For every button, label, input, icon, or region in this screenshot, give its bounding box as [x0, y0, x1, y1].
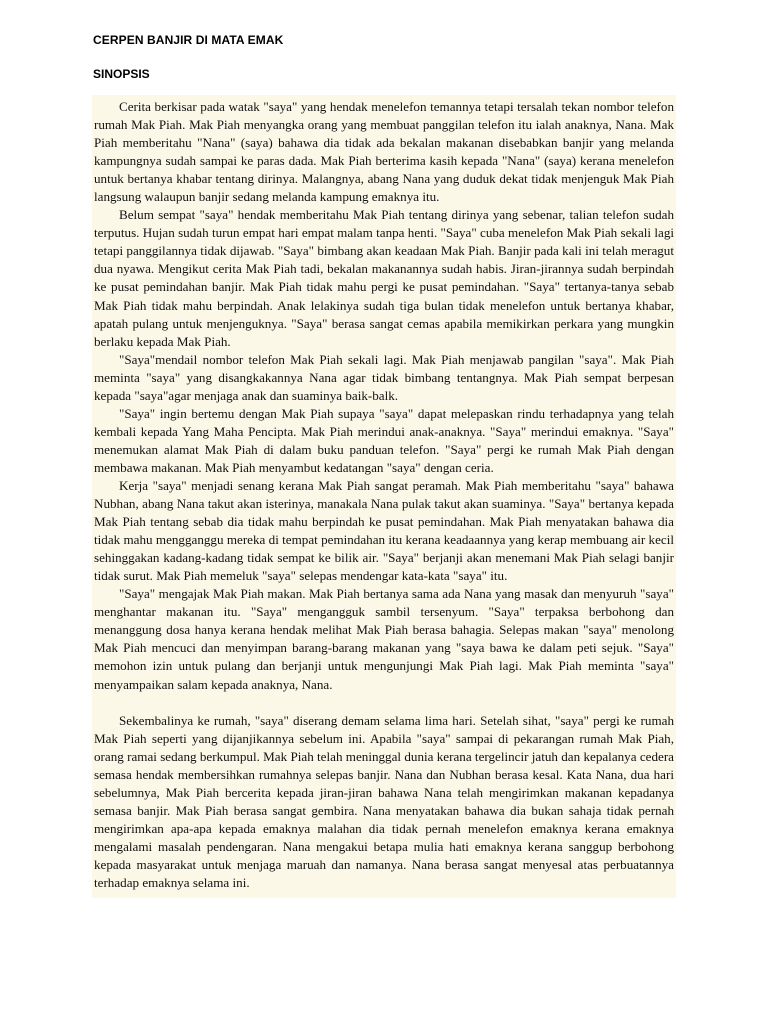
paragraph-2: Belum sempat "saya" hendak memberitahu Mak Piah tentang dirinya yang sebenar, talian telefon sudah terputus. Hujan sudah turun empat hari empat malam tanpa henti. "Saya" cuba menelefon Mak Piah sekali lagi tetapi panggilannya tidak dijawab. "Saya" bimbang akan keadaan Mak Piah. Banjir pada kali ini telah meragut dua nyawa. Mengikut cerita Mak Piah tadi, bekalan makanannya sudah habis. Jiran-jirannya sudah berpindah ke pusat pemindahan banjir. Mak Piah tidak mahu pergi ke pusat pemindahan. "Saya" tertanya-tanya sebab Mak Piah tidak mahu berpindah. Anak lelakinya sudah tiga bulan tidak menelefon untuk bertanya khabar, apatah pulang untuk menjenguknya. "Saya" berasa sangat cemas apabila memikirkan perkara yang mungkin berlaku kepada Mak Piah.	[94, 207, 674, 349]
section-heading: SINOPSIS	[93, 67, 150, 81]
paragraph-3: "Saya"mendail nombor telefon Mak Piah sekali lagi. Mak Piah menjawab pangilan "saya". Mak Piah meminta "saya" yang disangkakannya Nana agar tidak bimbang tentangnya. Mak Piah sempat berpesan kepada "saya"agar menjaga anak dan suaminya baik-balk.	[94, 351, 674, 403]
paragraph-7: Sekembalinya ke rumah, "saya" diserang demam selama lima hari. Setelah sihat, "saya" pergi ke rumah Mak Piah seperti yang dijanjikannya sebelum ini. Apabila "saya" sampai di pekarangan rumah Mak Piah, orang ramai sedang berkumpul. Mak Piah telah meninggal dunia kerana tergelincir jatuh dan kepalanya cedera semasa hendak membersihkan rumahnya selepas banjir. Nana dan Nubhan berasa kesal. Kata Nana, dua hari sebelumnya, Mak Piah bercerita kepada jiran-jiran bahawa Nana telah mengirimkan makanan kepadanya semasa banjir. Mak Piah berasa sangat gembira. Nana menyatakan bahawa dia bukan sahaja tidak pernah mengirimkan apa-apa kepada emaknya malahan dia tidak pernah menelefon emaknya kerana emaknya mengalami masalah pendengaran. Nana mengakui betapa mulia hati emaknya kerana sanggup berbohong kepada masyarakat untuk menjaga maruah dan namanya. Nana berasa sangat menyesal atas perbuatannya terhadap emaknya selama ini.	[94, 712, 674, 890]
paragraph-4: "Saya" ingin bertemu dengan Mak Piah supaya "saya" dapat melepaskan rindu terhadapnya yang telah kembali kepada Yang Maha Pencipta. Mak Piah merindui anak-anaknya. "Saya" merindui emaknya. "Saya" menemukan alamat Mak Piah di dalam buku panduan telefon. "Saya" pergi ke rumah Mak Piah dengan membawa makanan. Mak Piah menyambut kedatangan "saya" dengan ceria.	[94, 405, 674, 475]
paragraph-6: "Saya" mengajak Mak Piah makan. Mak Piah bertanya sama ada Nana yang masak dan menyuruh "saya" menghantar makanan itu. "Saya" mengangguk sambil tersenyum. "Saya" terpaksa berbohong dan menanggung dosa hanya kerana hendak melihat Mak Piah berasa bahagia. Selepas makan "saya" menolong Mak Piah mencuci dan menyimpan barang-barang makanan yang "saya bawa ke dalam peti sejuk. "Saya" memohon izin untuk pulang dan berjanji untuk mengunjungi Mak Piah lagi. Mak Piah meminta "saya" menyampaikan salam kepada anaknya, Nana.	[94, 586, 674, 692]
paragraph-1: Cerita berkisar pada watak "saya" yang hendak menelefon temannya tetapi tersalah tekan nombor telefon rumah Mak Piah. Mak Piah menyangka orang yang membuat panggilan telefon itu ialah anaknya, Nana. Mak Piah memberitahu "Nana" (saya) bahawa dia tidak ada bekalan makanan disebabkan banjir yang melanda kampungnya sudah sampai ke paras dada. Mak Piah berterima kasih kepada "Nana" (saya) kerana menelefon untuk bertanya khabar tentang dirinya. Malangnya, abang Nana yang duduk dekat tidak menjenguk Mak Piah langsung walaupun banjir sedang melanda kampung emaknya itu.	[94, 99, 674, 205]
synopsis-body	[92, 95, 676, 898]
document-title: CERPEN BANJIR DI MATA EMAK	[93, 33, 284, 47]
paragraph-5: Kerja "saya" menjadi senang kerana Mak Piah sangat peramah. Mak Piah memberitahu "saya" bahawa Nubhan, abang Nana takut akan isterinya, manakala Nana pulak takut akan suaminya. "Saya" bertanya kepada Mak Piah tentang sebab dia tidak mahu berpindah ke pusat pemindahan. Mak Piah menyatakan bahawa dia tidak mahu mengganggu mereka di tempat pemindahan itu kerana keadaannya yang kerap membuang air kecil sehinggakan kadang-kadang tidak sempat ke bilik air. "Saya" berjanji akan menemani Mak Piah selagi banjir tidak surut. Mak Piah memeluk "saya" selepas mendengar kata-kata "saya" itu.	[94, 477, 674, 584]
